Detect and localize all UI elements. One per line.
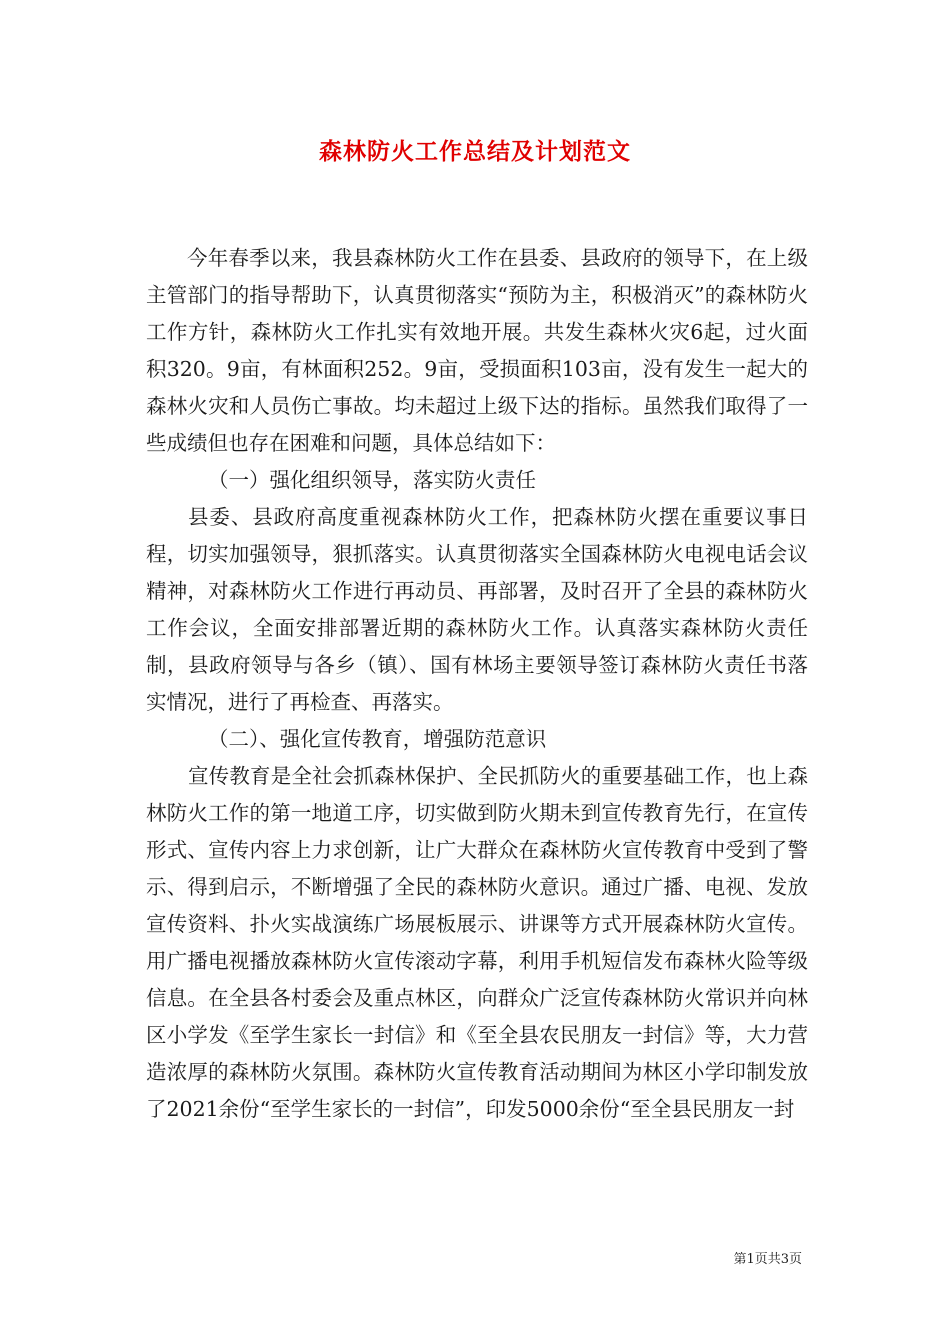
paragraph-section-2: 宣传教育是全社会抓森林保护、全民抓防火的重要基础工作，也上森林防火工作的第一地道工序，切实做到防火期未到宣传教育先行，在宣传形式、宣传内容上力求创新，让广大群众在森林防火宣传教育中受到了警示、得到启示，不断增强了全民的森林防火意识。通过广播、电视、发放宣传资料、扑火实战演练广场展板展示、讲课等方式开展森林防火宣传。用广播电视播放森林防火宣传滚动字幕，利用手机短信发布森林火险等级信息。在全县各村委会及重点林区，向群众广泛宣传森林防火常识并向林区小学发《至学生家长一封信》和《至全县农民朋友一封信》等，大力营造浓厚的森林防火氛围。森林防火宣传教育活动期间为林区小学印制发放了2021余份“至学生家长的一封信”，印发5000余份“至全县民朋友一封 [146, 764, 808, 1121]
paragraph-intro: 今年春季以来，我县森林防火工作在县委、县政府的领导下，在上级主管部门的指导帮助下，认真贯彻落实“预防为主，积极消灭”的森林防火工作方针，森林防火工作扎实有效地开展。共发生森林火灾6起，过火面积320。9亩，有林面积252。9亩，受损面积103亩，没有发生一起大的森林火灾和人员伤亡事故。均未超过上级下达的指标。虽然我们取得了一些成绩但也存在困难和问题，具体总结如下： [146, 246, 808, 455]
section-heading-1: （一）强化组织领导，落实防火责任 [208, 468, 536, 492]
section-heading-2: （二）、强化宣传教育，增强防范意识 [208, 727, 547, 751]
page-number: 第1页共3页 [733, 1252, 802, 1267]
document-title: 森林防火工作总结及计划范文 [319, 138, 631, 165]
paragraph-section-1: 县委、县政府高度重视森林防火工作，把森林防火摆在重要议事日程，切实加强领导，狠抓落实。认真贯彻落实全国森林防火电视电话会议精神，对森林防火工作进行再动员、再部署，及时召开了全县的森林防火工作会议，全面安排部署近期的森林防火工作。认真落实森林防火责任制，县政府领导与各乡（镇）、国有林场主要领导签订森林防火责任书落实情况，进行了再检查、再落实。 [146, 505, 808, 714]
document-body [146, 240, 808, 1128]
